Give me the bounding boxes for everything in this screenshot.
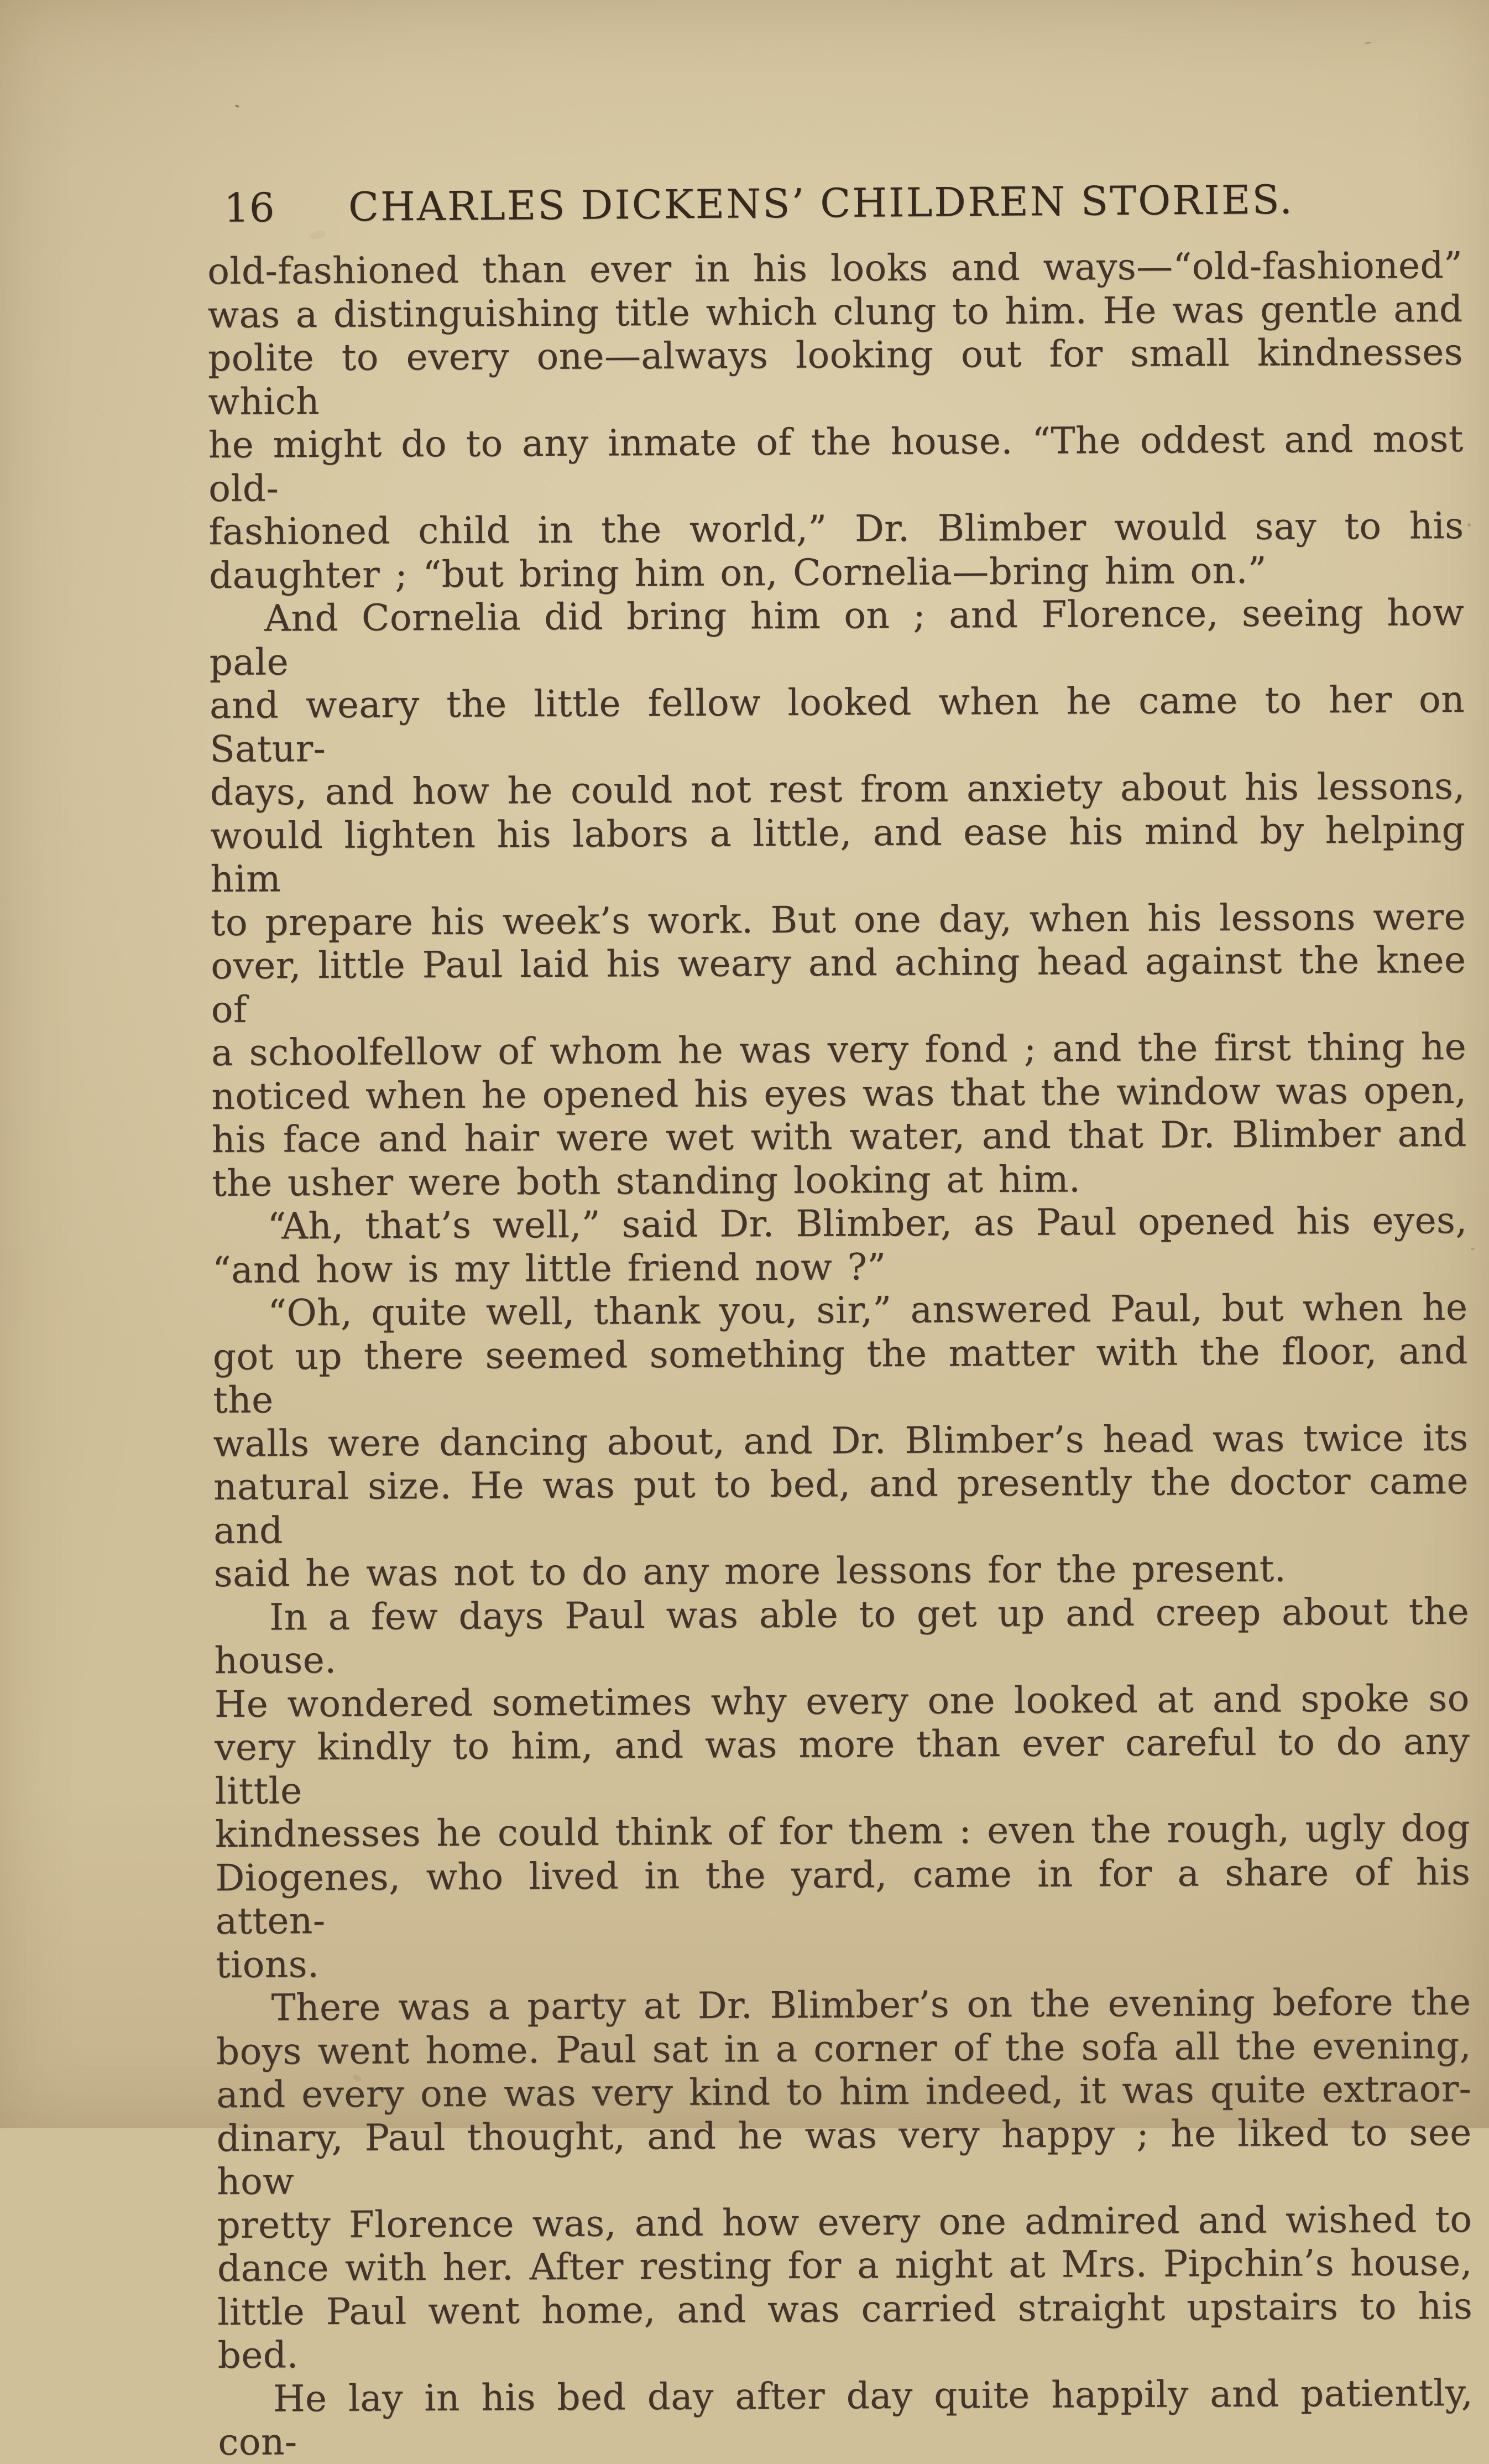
text-line: dance with her. After resting for a night at Mrs. Pipchin’s house, <box>217 2241 1472 2290</box>
text-line: Diogenes, who lived in the yard, came in for a share of his atten- <box>215 1850 1471 1942</box>
paper-speck <box>1365 41 1371 44</box>
text-line: a schoolfellow of whom he was very fond ; and the first thing he <box>211 1025 1467 1074</box>
text-line: boys went home. Paul sat in a corner of the sofa all the evening, <box>216 2024 1472 2073</box>
text-line: little Paul went home, and was carried straight upstairs to his <box>217 2284 1473 2333</box>
text-line: he might do to any inmate of the house. “The oddest and most old- <box>208 417 1464 510</box>
page-body <box>207 244 1474 2464</box>
paragraph <box>212 1199 1467 1292</box>
text-line: “Oh, quite well, thank you, sir,” answered Paul, but when he <box>268 1285 1468 1335</box>
paper-speck <box>1467 523 1471 527</box>
text-line: very kindly to him, and was more than ever careful to do any little <box>215 1720 1470 1812</box>
text-line: old-fashioned than ever in his looks and ways—“old-fashioned” <box>207 243 1463 293</box>
text-line: his face and hair were wet with water, and that Dr. Blimber and <box>211 1112 1467 1161</box>
text-line: In a few days Paul was able to get up and creep about the house. <box>214 1590 1470 1682</box>
text-line: and every one was very kind to him indeed, it was quite extraor- <box>216 2067 1472 2116</box>
text-line: polite to every one—always looking out for small kindnesses which <box>207 330 1464 423</box>
text-line: He wondered sometimes why every one looked at and spoke so <box>214 1676 1470 1726</box>
text-line: over, little Paul laid his weary and aching head against the knee of <box>211 938 1466 1031</box>
text-line: There was a party at Dr. Blimber’s on the evening before the <box>271 1980 1471 2029</box>
running-title: CHARLES DICKENS’ CHILDREN STORIES. <box>348 176 1294 230</box>
text-line: And Cornelia did bring him on ; and Florence, seeing how pale <box>209 591 1465 684</box>
text-line: was a distinguishing title which clung to him. He was gentle and <box>207 287 1463 336</box>
text-line: to prepare his week’s work. But one day, when his lessons were <box>210 895 1466 944</box>
text-line: tions. <box>215 1942 320 1986</box>
paragraph <box>207 244 1464 597</box>
text-line: the usher were both standing looking at him. <box>212 1157 1081 1205</box>
text-line: bed. <box>217 2333 299 2377</box>
text-line: would lighten his labors a little, and ease his mind by helping him <box>210 808 1466 900</box>
text-line: walls were dancing about, and Dr. Blimber’s head was twice its <box>213 1416 1469 1465</box>
paragraph <box>212 1286 1469 1596</box>
paragraph <box>216 1981 1472 2378</box>
paper-speck <box>235 105 240 108</box>
paragraph <box>209 591 1467 1205</box>
paper-speck <box>1471 1248 1475 1250</box>
text-line: days, and how he could not rest from anxiety about his lessons, <box>210 764 1465 814</box>
text-line: noticed when he opened his eyes was that the window was open, <box>211 1069 1467 1118</box>
text-line: daughter ; “but bring him on, Cornelia—bring him on.” <box>208 549 1267 597</box>
text-line: got up there seemed something the matter with the floor, and the <box>212 1329 1468 1421</box>
page-header <box>207 176 1463 236</box>
text-line: kindnesses he could think of for them : even the rough, ugly dog <box>215 1806 1471 1856</box>
text-line: fashioned child in the world,” Dr. Blimber would say to his <box>208 504 1464 553</box>
text-line: pretty Florence was, and how every one admired and wished to <box>217 2197 1472 2247</box>
text-line: and weary the little fellow looked when he came to her on Satur- <box>209 678 1465 770</box>
text-line: said he was not to do any more lessons for the present. <box>213 1547 1287 1595</box>
paragraph <box>214 1590 1471 1987</box>
text-line: “Ah, that’s well,” said Dr. Blimber, as Paul opened his eyes, <box>267 1199 1467 1248</box>
text-line: “and how is my little friend now ?” <box>212 1245 886 1291</box>
page-number: 16 <box>223 184 275 231</box>
text-line: He lay in his bed day after day quite happily and patiently, con- <box>218 2371 1474 2463</box>
text-line: dinary, Paul thought, and he was very happy ; he liked to see how <box>216 2111 1472 2203</box>
paragraph <box>218 2371 1474 2464</box>
text-line: natural size. He was put to bed, and presently the doctor came and <box>213 1459 1469 1552</box>
